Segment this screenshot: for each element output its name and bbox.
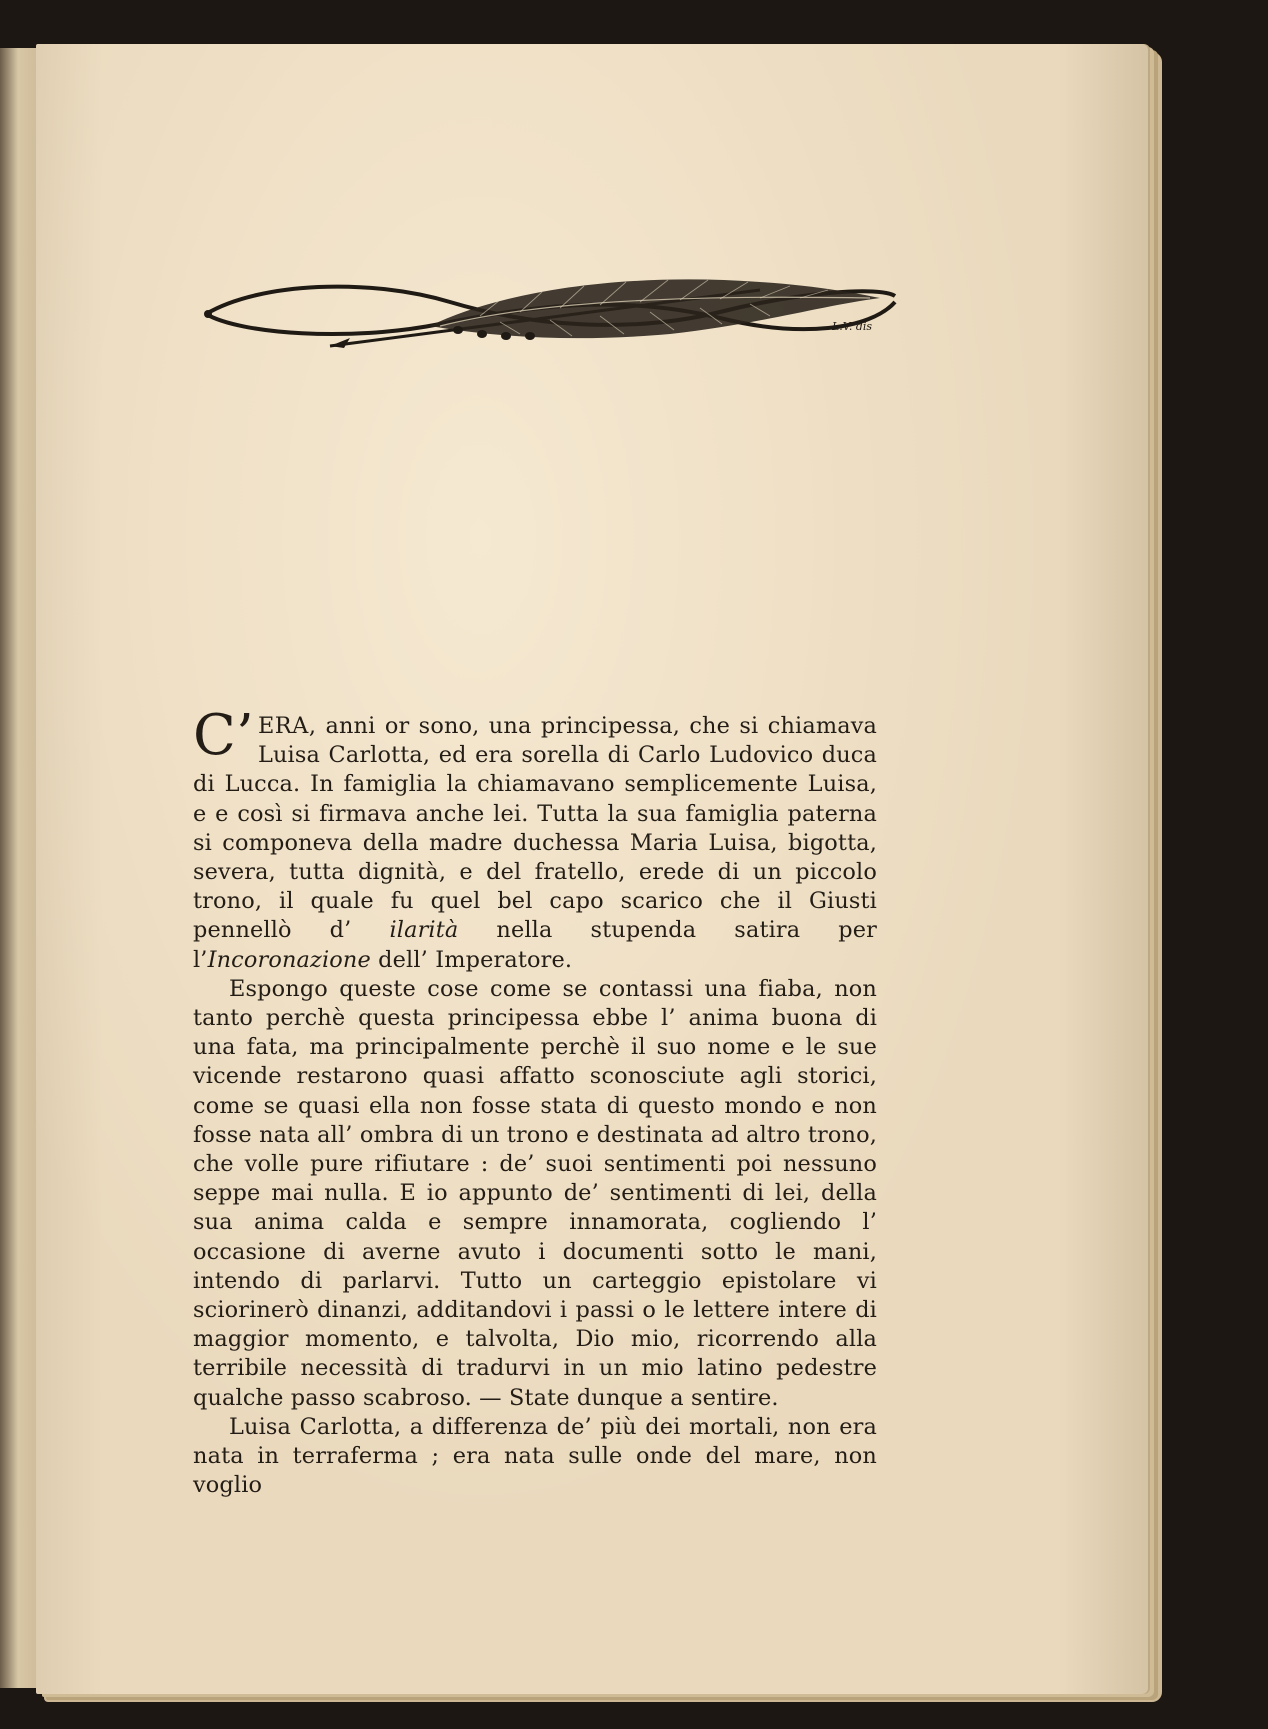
italic-term: ilarità: [389, 917, 459, 944]
paragraph-second: Espongo queste cose come se contassi una fiaba, non tanto perchè questa principessa ebbe l’ anima buona di una fata, ma principalmente perchè il suo nome e le sue vicende restarono quasi affatto sconosciute agli storici, come se quasi ella non fosse stata di questo mondo e non fosse nata all’ ombra di un trono e destinata ad altro trono, che volle pure rifiutare : de’ suoi sentimenti poi nessuno seppe mai nulla. E io appunto de’ sentimenti di lei, della sua anima calda e sempre innamorata, cogliendo l’ occasione di averne avuto i documenti sotto le mani, intendo di parlarvi. Tutto un carteggio epistolare vi sciorinerò dinanzi, additandovi i passi o le lettere intere di maggior momento, e talvolta, Dio mio, ricorrendo alla terribile necessità di tradurvi in un mio latino pedestre qualche passo scabroso. — State dunque a sentire.: [193, 975, 877, 1411]
drop-cap: C’: [193, 703, 254, 768]
paragraph-text: nella stupenda satira per l’: [193, 917, 877, 973]
previous-page-edge: [0, 48, 40, 1688]
quill-ornament: [200, 272, 900, 368]
paragraph-opening: [193, 703, 877, 975]
italic-title: Incoronazione: [207, 946, 371, 973]
lead-word: ERA: [257, 713, 309, 739]
ornament-signature: L.V. dis: [832, 320, 873, 333]
paragraph-text: , anni or sono, una principessa, che si chiamava Luisa Carlotta, ed era sorella di Carlo Ludovico duca di Lucca. In famiglia la chiamavano semplicemente Luisa, e e così si firmava anche lei. Tutta la sua famiglia paterna si componeva della madre duchessa Maria Luisa, bigotta, severa, tutta dignità, e del fratello, erede di un piccolo trono, il quale fu quel bel capo scarico che il Giusti pennellò d’: [193, 713, 877, 944]
paragraph-text: dell’ Imperatore.: [370, 946, 573, 973]
paragraph-third: Luisa Carlotta, a differenza de’ più dei mortali, non era nata in terraferma ; era nata sulle onde del mare, non voglio: [193, 1413, 877, 1499]
body-text: [193, 703, 877, 1500]
